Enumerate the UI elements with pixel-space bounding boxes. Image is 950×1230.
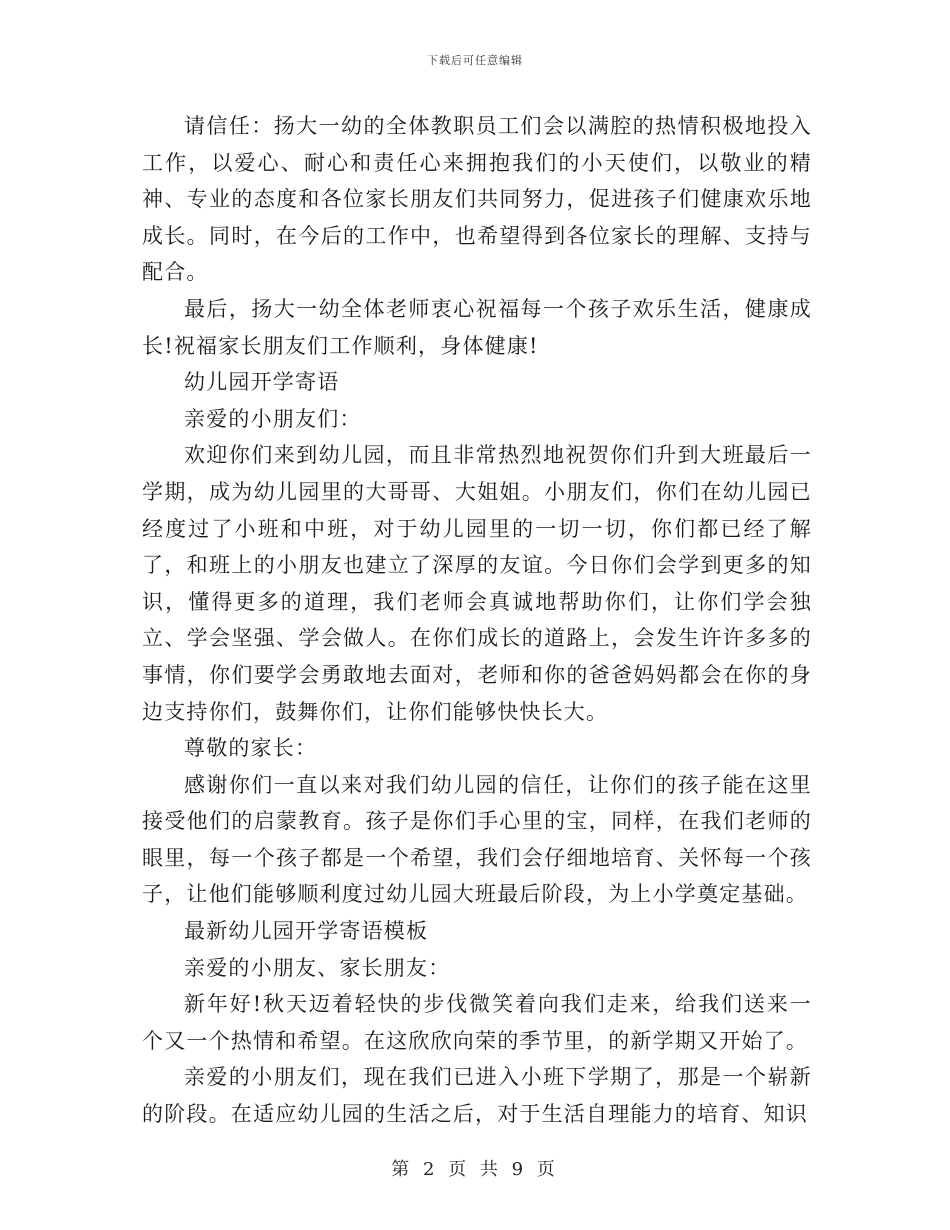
- salutation: 亲爱的小朋友们：: [184, 406, 362, 431]
- page-number: 第 2 页 共 9 页: [391, 1159, 559, 1180]
- salutation: 尊敬的家长：: [184, 736, 318, 761]
- paragraph: 亲爱的小朋友们，现在我们已进入小班下学期了，那是一个崭新的阶段。在适应幼儿园的生活之后，对于生活自理能力的培育、知识: [142, 1065, 812, 1127]
- salutation: 亲爱的小朋友、家长朋友：: [184, 955, 451, 980]
- section-title: 幼儿园开学寄语: [184, 370, 340, 395]
- paragraph: 最后，扬大一幼全体老师衷心祝福每一个孩子欢乐生活，健康成长!祝福家长朋友们工作顺利，身体健康!: [142, 296, 812, 358]
- paragraph: 请信任：扬大一幼的全体教职员工们会以满腔的热情积极地投入工作，以爱心、耐心和责任心来拥抱我们的小天使们，以敬业的精神、专业的态度和各位家长朋友们共同努力，促进孩子们健康欢乐地成长。同时，在今后的工作中，也希望得到各位家长的理解、支持与配合。: [142, 114, 812, 285]
- paragraph: 感谢你们一直以来对我们幼儿园的信任，让你们的孩子能在这里接受他们的启蒙教育。孩子是你们手心里的宝，同样，在我们老师的眼里，每一个孩子都是一个希望，我们会仔细地培育、关怀每一个孩子，让他们能够顺利度过幼儿园大班最后阶段，为上小学奠定基础。: [142, 772, 812, 907]
- section-title: 最新幼儿园开学寄语模板: [184, 919, 429, 944]
- paragraph: 新年好!秋天迈着轻快的步伐微笑着向我们走来，给我们送来一个又一个热情和希望。在这欣欣向荣的季节里，的新学期又开始了。: [142, 992, 812, 1053]
- page-header: 下载后可任意编辑: [427, 54, 523, 67]
- paragraph: 欢迎你们来到幼儿园，而且非常热烈地祝贺你们升到大班最后一学期，成为幼儿园里的大哥哥、大姐姐。小朋友们，你们在幼儿园已经度过了小班和中班，对于幼儿园里的一切一切，你们都已经了解了，和班上的小朋友也建立了深厚的友谊。今日你们会学到更多的知识，懂得更多的道理，我们老师会真诚地帮助你们，让你们学会独立、学会坚强、学会做人。在你们成长的道路上，会发生许许多多的事情，你们要学会勇敢地去面对，老师和你的爸爸妈妈都会在你的身边支持你们，鼓舞你们，让你们能够快快长大。: [142, 443, 812, 724]
- document-body: [142, 108, 812, 1133]
